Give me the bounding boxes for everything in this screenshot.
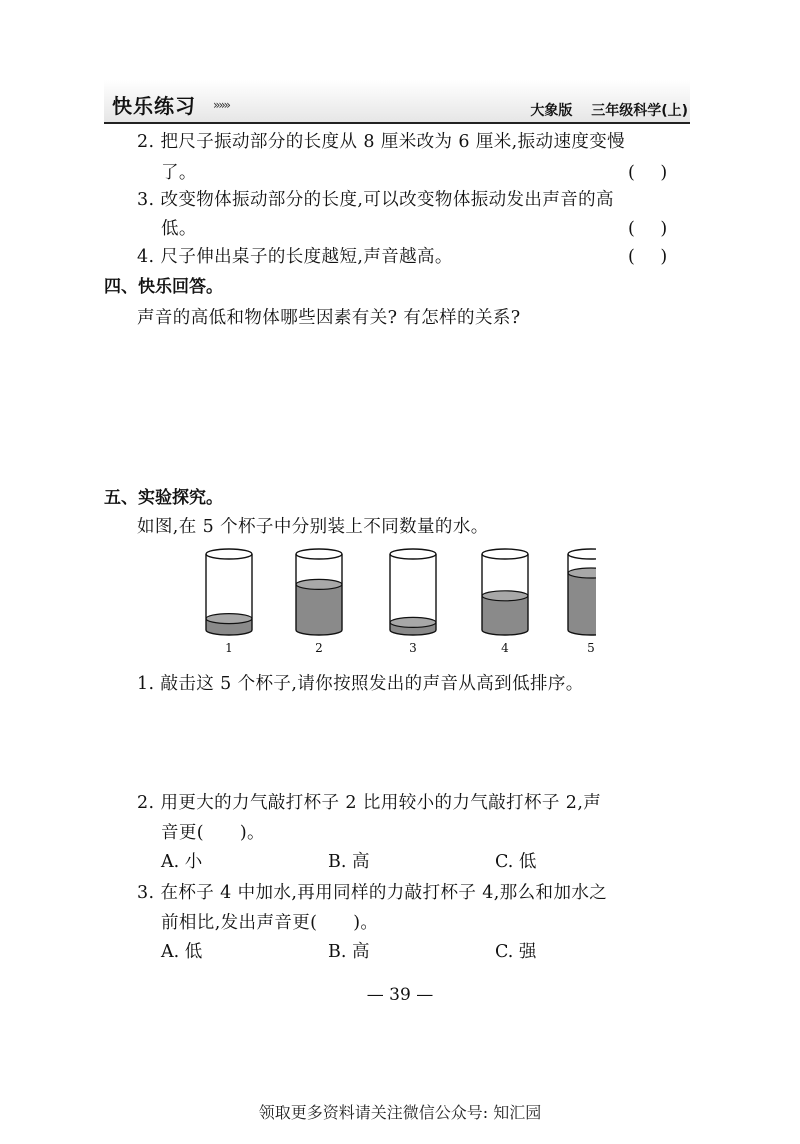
s3-q3-line1: 3. 改变物体振动部分的长度,可以改变物体振动发出声音的高	[137, 190, 614, 210]
header-arrows: »»»	[213, 98, 230, 112]
cups-figure	[196, 548, 596, 658]
header-rule	[104, 122, 690, 124]
section4-heading: 四、快乐回答。	[104, 277, 223, 297]
s5-q3-option-c[interactable]: C. 强	[495, 942, 537, 962]
cup-1-water-surface	[206, 614, 252, 624]
s3-q2-line1: 2. 把尺子振动部分的长度从 8 厘米改为 6 厘米,振动速度变慢	[137, 132, 626, 152]
cup-4-water	[482, 596, 528, 635]
cup-5-rim	[568, 549, 596, 559]
cup-3-rim	[390, 549, 436, 559]
footer-note: 领取更多资料请关注微信公众号: 知汇园	[258, 1103, 542, 1122]
s3-q4-answer-paren[interactable]: ( )	[628, 247, 668, 267]
s5-q3-line1: 3. 在杯子 4 中加水,再用同样的力敲打杯子 4,那么和加水之	[137, 883, 608, 903]
s5-q2-line1: 2. 用更大的力气敲打杯子 2 比用较小的力气敲打杯子 2,声	[137, 793, 602, 813]
cup-3	[390, 549, 436, 655]
cup-5-label: 5	[587, 641, 595, 655]
cup-4-rim	[482, 549, 528, 559]
cup-5-water-surface	[568, 568, 596, 578]
s3-q2-line2: 了。	[161, 163, 197, 183]
header-edition: 大象版	[530, 103, 573, 119]
section4-question: 声音的高低和物体哪些因素有关? 有怎样的关系?	[137, 308, 521, 328]
section5-intro: 如图,在 5 个杯子中分别装上不同数量的水。	[137, 517, 489, 537]
s3-q2-answer-paren[interactable]: ( )	[628, 163, 668, 183]
s5-q2-line2: 音更( )。	[161, 823, 265, 843]
header-info	[530, 100, 688, 120]
s3-q3-answer-paren[interactable]: ( )	[628, 219, 668, 239]
cup-2-water	[296, 584, 342, 635]
s3-q4-line1: 4. 尺子伸出桌子的长度越短,声音越高。	[137, 247, 453, 267]
cup-4-water-surface	[482, 591, 528, 601]
cup-5	[568, 549, 596, 655]
s5-q3-line2: 前相比,发出声音更( )。	[161, 913, 379, 933]
cup-2-label: 2	[315, 641, 323, 655]
cup-4	[482, 549, 528, 655]
cup-1-label: 1	[225, 641, 233, 655]
cup-1-rim	[206, 549, 252, 559]
header-title: 快乐练习	[112, 94, 196, 118]
s5-q3-option-a[interactable]: A. 低	[161, 942, 203, 962]
section5-heading: 五、实验探究。	[104, 488, 223, 508]
page-number: — 39 —	[366, 985, 434, 1005]
s5-q2-option-b[interactable]: B. 高	[328, 852, 370, 872]
s5-q2-option-c[interactable]: C. 低	[495, 852, 537, 872]
cup-4-label: 4	[501, 641, 509, 655]
s5-q1: 1. 敲击这 5 个杯子,请你按照发出的声音从高到低排序。	[137, 674, 584, 694]
cup-5-water	[568, 573, 596, 635]
cup-2-rim	[296, 549, 342, 559]
s5-q2-option-a[interactable]: A. 小	[161, 852, 203, 872]
cup-2-water-surface	[296, 579, 342, 589]
s5-q3-option-b[interactable]: B. 高	[328, 942, 370, 962]
header-subject: 三年级科学(上)	[591, 103, 688, 119]
cup-1	[206, 549, 252, 655]
cup-3-label: 3	[409, 641, 417, 655]
s3-q3-line2: 低。	[161, 219, 197, 239]
cup-2	[296, 549, 342, 655]
cup-3-water-surface	[390, 617, 436, 627]
